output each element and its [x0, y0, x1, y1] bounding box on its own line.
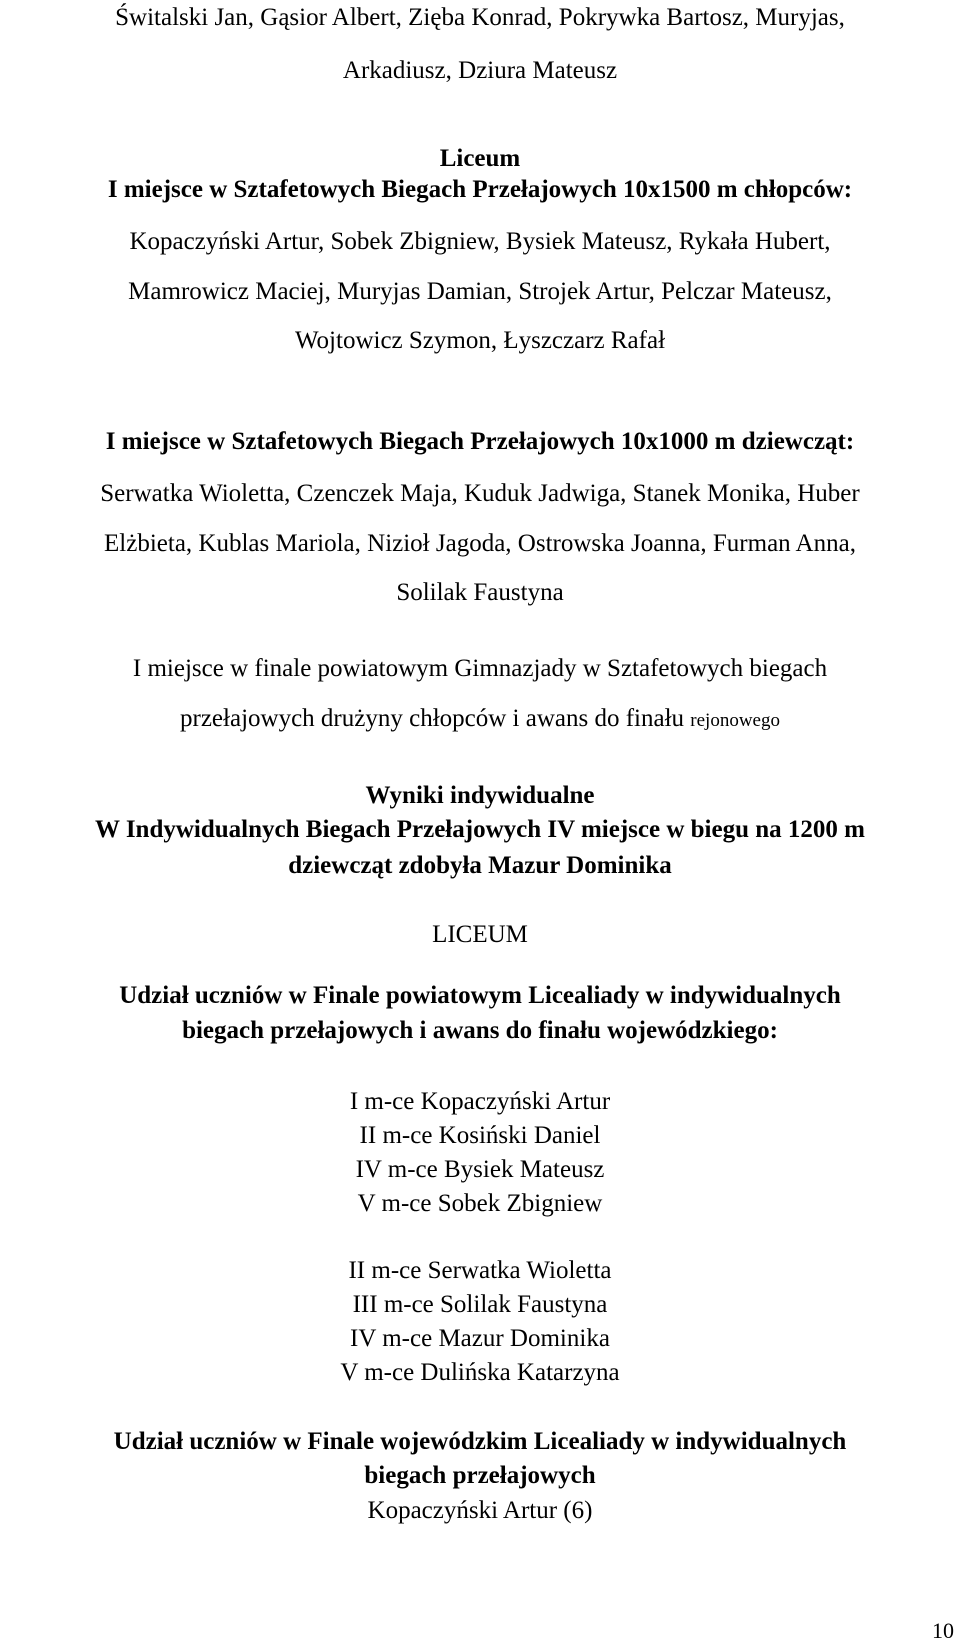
boys-place-item: II m-ce Kosiński Daniel: [359, 1122, 601, 1149]
boys-place-item: I m-ce Kopaczyński Artur: [349, 1088, 611, 1115]
powiat-final-line-1: Udział uczniów w Finale powiatowym Licealiady w indywidualnych: [119, 982, 841, 1009]
powiat-final-line-2: biegach przełajowych i awans do finału wojewódzkiego:: [182, 1017, 778, 1044]
gimnazjada-line-1: I miejsce w finale powiatowym Gimnazjady w Sztafetowych biegach: [132, 655, 828, 682]
individual-result-line-2: dziewcząt zdobyła Mazur Dominika: [288, 852, 672, 879]
individual-result-line-1: W Indywidualnych Biegach Przełajowych IV miejsce w biegu na 1200 m: [95, 816, 865, 843]
girls-place-item: II m-ce Serwatka Wioletta: [348, 1257, 612, 1284]
intro-names-line-1: Świtalski Jan, Gąsior Albert, Zięba Konrad, Pokrywka Bartosz, Muryjas,: [115, 4, 845, 31]
page-number: 10: [932, 1618, 954, 1643]
girls-place-item: IV m-ce Mazur Dominika: [350, 1325, 610, 1352]
girls-relay-names-line: Elżbieta, Kublas Mariola, Nizioł Jagoda, Ostrowska Joanna, Furman Anna,: [104, 530, 856, 557]
boys-place-item: V m-ce Sobek Zbigniew: [357, 1190, 603, 1217]
wojew-final-line-1: Udział uczniów w Finale wojewódzkim Licealiady w indywidualnych: [113, 1428, 847, 1455]
gimnazjada-line-2-main: przełajowych drużyny chłopców i awans do finału: [180, 705, 685, 732]
gimnazjada-line-2: [0, 704, 960, 736]
girls-relay-names-line: Solilak Faustyna: [396, 579, 564, 606]
liceum-caps-heading: LICEUM: [432, 921, 528, 948]
boys-relay-names-line: Kopaczyński Artur, Sobek Zbigniew, Bysiek Mateusz, Rykała Hubert,: [129, 228, 831, 255]
wojew-final-line-2: biegach przełajowych: [364, 1462, 596, 1489]
girls-place-item: V m-ce Dulińska Katarzyna: [340, 1359, 620, 1386]
boys-relay-names-line: Wojtowicz Szymon, Łyszczarz Rafał: [294, 327, 666, 354]
intro-names-line-2: Arkadiusz, Dziura Mateusz: [342, 57, 618, 84]
boys-relay-title: I miejsce w Sztafetowych Biegach Przełajowych 10x1500 m chłopców:: [107, 176, 853, 203]
girls-relay-title: I miejsce w Sztafetowych Biegach Przełajowych 10x1000 m dziewcząt:: [105, 428, 855, 455]
girls-place-item: III m-ce Solilak Faustyna: [352, 1291, 608, 1318]
girls-relay-names-line: Serwatka Wioletta, Czenczek Maja, Kuduk Jadwiga, Stanek Monika, Huber: [100, 480, 860, 507]
wojew-final-result: Kopaczyński Artur (6): [367, 1497, 593, 1524]
individual-results-heading: Wyniki indywidualne: [365, 782, 595, 809]
boys-relay-names-line: Mamrowicz Maciej, Muryjas Damian, Strojek Artur, Pelczar Mateusz,: [128, 278, 832, 305]
liceum-heading: Liceum: [439, 145, 521, 172]
gimnazjada-line-2-small: rejonowego: [690, 710, 780, 731]
boys-place-item: IV m-ce Bysiek Mateusz: [355, 1156, 605, 1183]
